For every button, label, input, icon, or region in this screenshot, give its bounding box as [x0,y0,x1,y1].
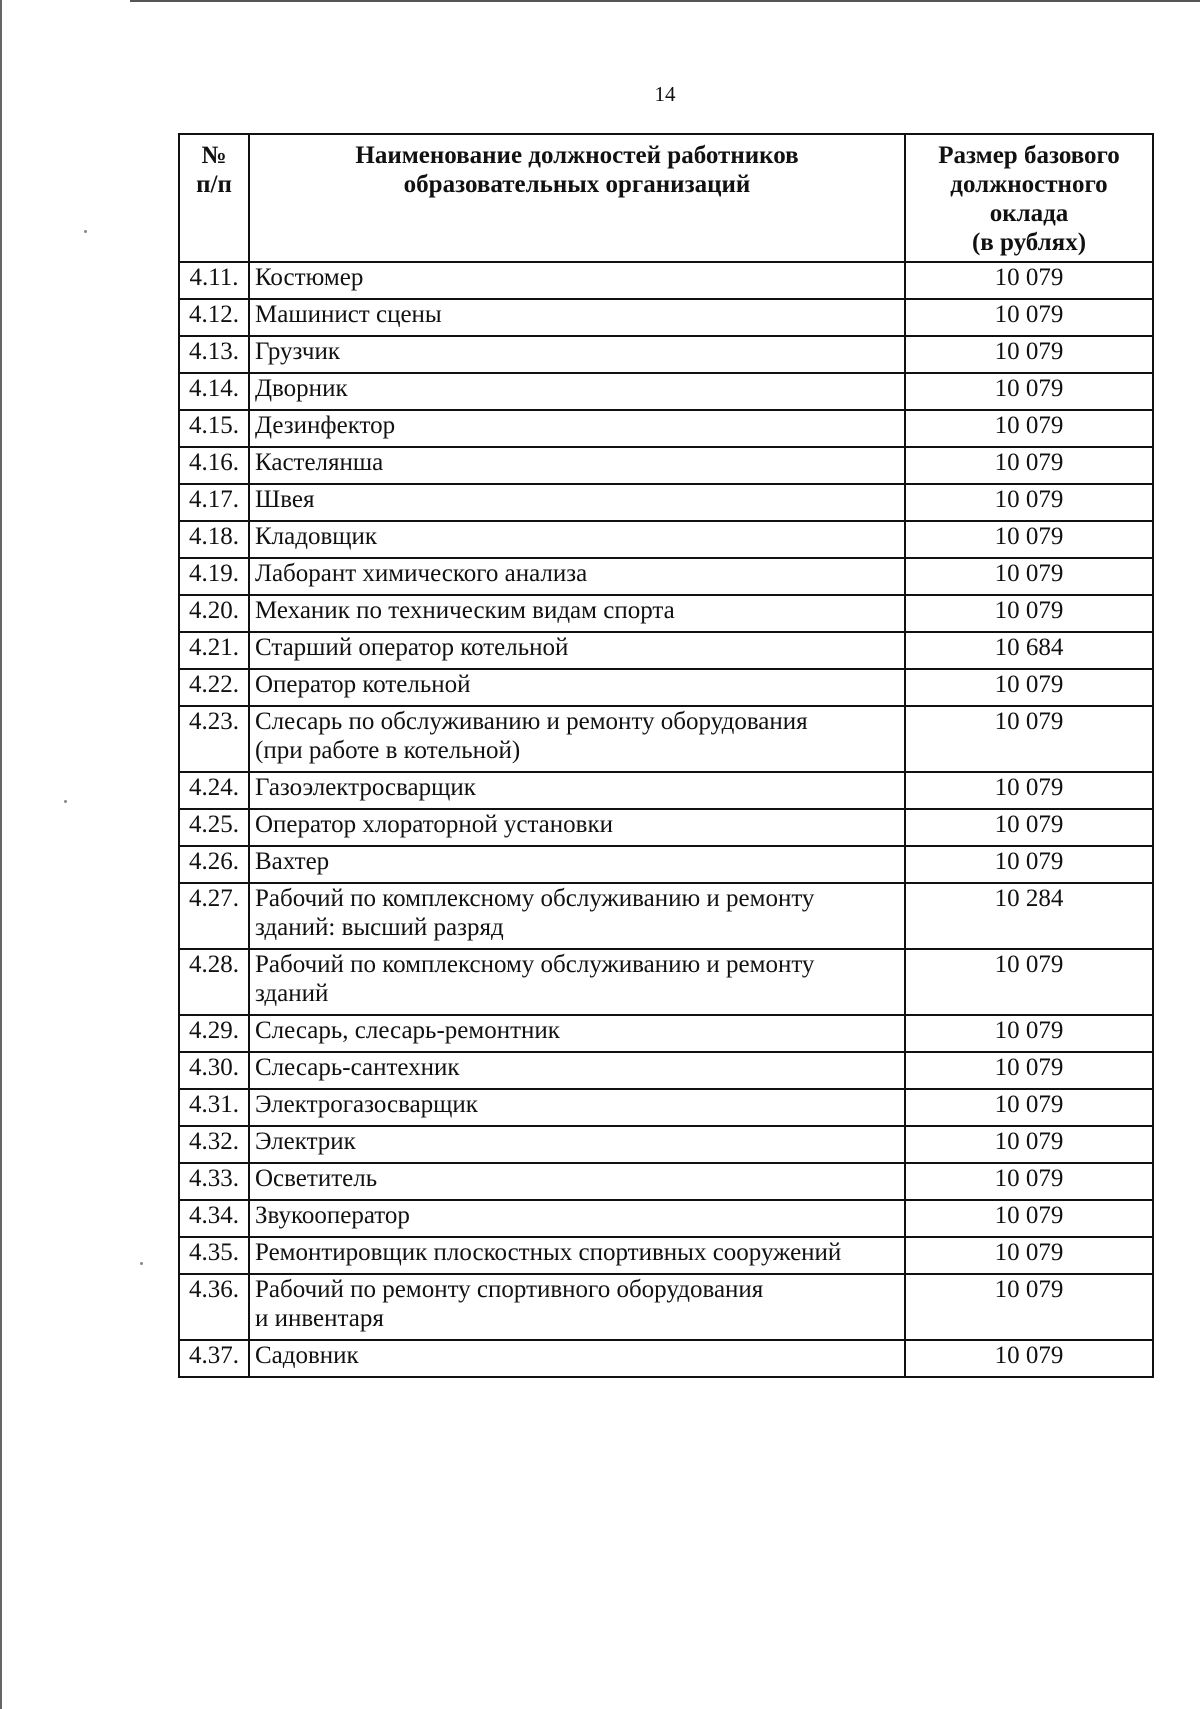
position-name-line: Вахтер [255,848,330,875]
base-salary: 10 079 [905,1274,1153,1340]
base-salary: 10 079 [905,595,1153,632]
table-body [179,262,1153,1377]
row-number: 4.19. [179,558,249,595]
position-name-line: Костюмер [255,264,364,291]
position-name [249,772,905,809]
row-number: 4.11. [179,262,249,299]
base-salary: 10 079 [905,1089,1153,1126]
header-salary-line: Размер базового [938,142,1120,169]
position-name [249,373,905,410]
base-salary: 10 079 [905,558,1153,595]
header-position-line: образовательных организаций [403,171,751,198]
scan-speck [64,800,67,803]
row-number: 4.16. [179,447,249,484]
row-number: 4.32. [179,1126,249,1163]
position-name [249,669,905,706]
base-salary: 10 079 [905,1052,1153,1089]
base-salary: 10 079 [905,1200,1153,1237]
row-number: 4.15. [179,410,249,447]
row-number: 4.14. [179,373,249,410]
row-number: 4.33. [179,1163,249,1200]
header-position-name [249,134,905,262]
position-name [249,1163,905,1200]
position-name [249,484,905,521]
base-salary: 10 079 [905,447,1153,484]
position-name [249,521,905,558]
position-name [249,706,905,772]
table-row [179,1200,1153,1237]
position-name [249,1126,905,1163]
base-salary: 10 079 [905,772,1153,809]
page-top-edge [130,0,1200,2]
position-name [249,1089,905,1126]
row-number: 4.27. [179,883,249,949]
row-number: 4.18. [179,521,249,558]
table-row [179,1052,1153,1089]
position-name-line: Дезинфектор [255,412,396,439]
base-salary: 10 079 [905,669,1153,706]
table-row [179,669,1153,706]
positions-table [178,133,1154,1378]
table-row [179,772,1153,809]
position-name-line: Электрогазосварщик [255,1091,478,1118]
base-salary: 10 079 [905,373,1153,410]
base-salary: 10 284 [905,883,1153,949]
base-salary: 10 079 [905,262,1153,299]
page-left-edge [0,0,2,1709]
position-name-line: Газоэлектросварщик [255,774,476,801]
position-name-line: Оператор хлораторной установки [255,811,613,838]
position-name-line: Механик по техническим видам спорта [255,597,675,624]
header-salary-line: оклада [989,200,1069,227]
position-name-line: (при работе в котельной) [255,737,521,764]
position-name [249,949,905,1015]
row-number: 4.29. [179,1015,249,1052]
position-name [249,1340,905,1377]
position-name [249,1052,905,1089]
header-position-line: Наименование должностей работников [355,142,799,169]
row-number: 4.28. [179,949,249,1015]
row-number: 4.35. [179,1237,249,1274]
row-number: 4.20. [179,595,249,632]
base-salary: 10 079 [905,1237,1153,1274]
base-salary: 10 079 [905,336,1153,373]
base-salary: 10 079 [905,809,1153,846]
header-salary-line: (в рублях) [971,229,1087,256]
base-salary: 10 079 [905,484,1153,521]
row-number: 4.30. [179,1052,249,1089]
table-row [179,1163,1153,1200]
position-name [249,809,905,846]
table-row [179,809,1153,846]
table-row [179,1274,1153,1340]
page-number: 14 [654,82,676,106]
row-number: 4.22. [179,669,249,706]
position-name [249,447,905,484]
table-row [179,373,1153,410]
table-row [179,846,1153,883]
base-salary: 10 079 [905,846,1153,883]
scan-speck [140,1262,143,1265]
row-number: 4.23. [179,706,249,772]
table-row [179,1015,1153,1052]
table-header-row [179,134,1153,262]
row-number: 4.13. [179,336,249,373]
position-name [249,846,905,883]
table-row [179,883,1153,949]
position-name-line: Звукооператор [255,1202,410,1229]
base-salary: 10 079 [905,949,1153,1015]
position-name [249,558,905,595]
table-row [179,410,1153,447]
position-name-line: Осветитель [255,1165,378,1192]
position-name [249,410,905,447]
table-row [179,1237,1153,1274]
table-row [179,632,1153,669]
position-name-line: Лаборант химического анализа [255,560,588,587]
table-row [179,1089,1153,1126]
row-number: 4.26. [179,846,249,883]
position-name [249,262,905,299]
base-salary: 10 079 [905,706,1153,772]
position-name [249,883,905,949]
position-name-line: зданий: высший разряд [255,914,504,941]
position-name-line: Слесарь, слесарь-ремонтник [255,1017,560,1044]
position-name-line: Старший оператор котельной [255,634,569,661]
table-row [179,447,1153,484]
position-name [249,1200,905,1237]
header-number-line: № [201,142,227,169]
position-name-line: Машинист сцены [255,301,442,328]
position-name [249,595,905,632]
table-row [179,336,1153,373]
position-name-line: и инвентаря [255,1305,384,1332]
position-name-line: Рабочий по ремонту спортивного оборудования [255,1276,764,1303]
row-number: 4.34. [179,1200,249,1237]
base-salary: 10 079 [905,299,1153,336]
position-name-line: Кладовщик [255,523,378,550]
position-name-line: Дворник [255,375,348,402]
header-number-line: п/п [196,171,232,198]
position-name-line: Оператор котельной [255,671,471,698]
table-row [179,595,1153,632]
row-number: 4.21. [179,632,249,669]
base-salary: 10 079 [905,1163,1153,1200]
position-name-line: Слесарь по обслуживанию и ремонту оборудования [255,708,808,735]
position-name-line: Электрик [255,1128,356,1155]
table-row [179,1340,1153,1377]
position-name [249,336,905,373]
table-row [179,1126,1153,1163]
base-salary: 10 079 [905,1126,1153,1163]
base-salary: 10 684 [905,632,1153,669]
position-name-line: Рабочий по комплексному обслуживанию и ремонту [255,885,815,912]
row-number: 4.37. [179,1340,249,1377]
table-row [179,949,1153,1015]
table-row [179,706,1153,772]
header-salary-line: должностного [950,171,1108,198]
base-salary: 10 079 [905,1340,1153,1377]
header-number [179,134,249,262]
position-name [249,632,905,669]
position-name-line: зданий [255,980,329,1007]
table-row [179,299,1153,336]
position-name-line: Садовник [255,1342,359,1369]
position-name [249,1237,905,1274]
row-number: 4.17. [179,484,249,521]
row-number: 4.36. [179,1274,249,1340]
base-salary: 10 079 [905,410,1153,447]
scan-speck [84,230,87,233]
base-salary: 10 079 [905,1015,1153,1052]
row-number: 4.12. [179,299,249,336]
position-name-line: Кастелянша [255,449,384,476]
row-number: 4.25. [179,809,249,846]
row-number: 4.31. [179,1089,249,1126]
table-row [179,521,1153,558]
position-name [249,299,905,336]
base-salary: 10 079 [905,521,1153,558]
row-number: 4.24. [179,772,249,809]
position-name-line: Ремонтировщик плоскостных спортивных сооружений [255,1239,842,1266]
position-name-line: Рабочий по комплексному обслуживанию и ремонту [255,951,815,978]
position-name [249,1274,905,1340]
table-row [179,262,1153,299]
position-name-line: Грузчик [255,338,341,365]
table-row [179,484,1153,521]
position-name [249,1015,905,1052]
header-base-salary [905,134,1153,262]
position-name-line: Слесарь-сантехник [255,1054,460,1081]
table-row [179,558,1153,595]
position-name-line: Швея [255,486,315,513]
